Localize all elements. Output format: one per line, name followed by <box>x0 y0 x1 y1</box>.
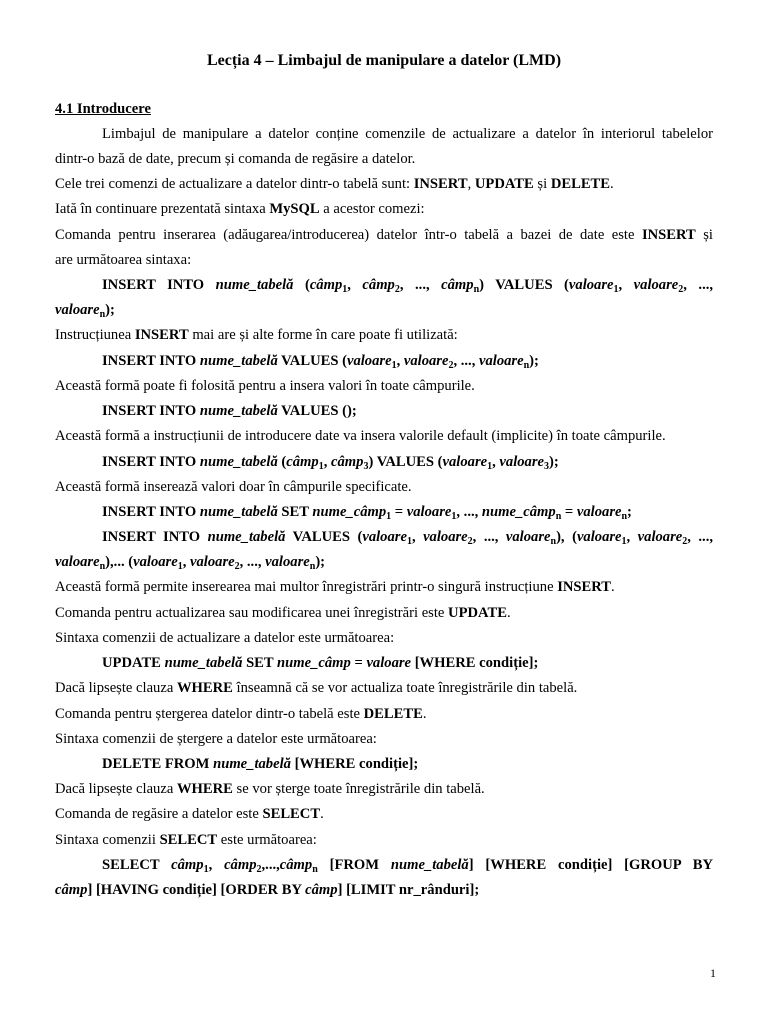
paragraph-2: Cele trei comenzi de actualizare a datelor dintr-o tabelă sunt: INSERT, UPDATE și DELETE. <box>55 176 614 192</box>
paragraph-15: Dacă lipsește clauza WHERE se vor șterge toate înregistrările din tabelă. <box>55 781 485 797</box>
page-title: Lecția 4 – Limbajul de manipulare a datelor (LMD) <box>206 52 562 69</box>
insert-multi-syntax-line-1: INSERT INTO nume_tabelă VALUES (valoare$_1$, valoare$_2$, ..., valoare$_n$), (valoare$_1$, valoare$_2$, ..., <box>102 529 713 547</box>
paragraph-13: Comanda pentru ștergerea datelor dintr-o tabelă este DELETE. <box>55 706 427 722</box>
paragraph-16: Comanda de regăsire a datelor este SELECT. <box>55 806 324 822</box>
paragraph-14: Sintaxa comenzii de ștergere a datelor este următoarea: <box>55 731 377 747</box>
insert-syntax-line-2: valoare$_n$); <box>55 302 115 320</box>
paragraph-17: Sintaxa comenzii SELECT este următoarea: <box>55 832 317 848</box>
section-heading: 4.1 Introducere <box>55 101 151 117</box>
insert-default-syntax: INSERT INTO nume_tabelă VALUES (); <box>102 403 357 419</box>
paragraph-5: Instrucțiunea INSERT mai are și alte forme în care poate fi utilizată: <box>55 327 458 343</box>
select-syntax-line-1: SELECT câmp$_1$, câmp$_2$,...,câmp$_n$ [FROM nume_tabelă] [WHERE condiție] [GROUP BY <box>102 857 714 875</box>
paragraph-4-line-1: Comanda pentru inserarea (adăugarea/introducerea) datelor într-o tabelă a bazei de date este INSERT și <box>55 227 713 243</box>
insert-fields-syntax: INSERT INTO nume_tabelă (câmp$_1$, câmp$_3$) VALUES (valoare$_1$, valoare$_3$); <box>102 454 559 472</box>
insert-multi-syntax-line-2: valoare$_n$),... (valoare$_1$, valoare$_2$, ..., valoare$_n$); <box>55 554 326 572</box>
insert-values-syntax: INSERT INTO nume_tabelă VALUES (valoare$_1$, valoare$_2$, ..., valoare$_n$); <box>102 353 539 371</box>
update-syntax: UPDATE nume_tabelă SET nume_câmp = valoare [WHERE condiție]; <box>102 655 539 671</box>
paragraph-7: Această formă a instrucțiunii de introducere date va insera valorile default (implicite) în toate câmpurile. <box>55 428 666 444</box>
insert-set-syntax: INSERT INTO nume_tabelă SET nume_câmp$_1$ = valoare$_1$, ..., nume_câmp$_n$ = valoare$_n$; <box>102 504 632 522</box>
paragraph-1-line-2: dintr-o bază de date, precum și comanda de regăsire a datelor. <box>55 151 416 167</box>
paragraph-6: Această formă poate fi folosită pentru a insera valori în toate câmpurile. <box>55 378 475 394</box>
delete-syntax: DELETE FROM nume_tabelă [WHERE condiție]; <box>102 756 419 772</box>
paragraph-4-line-2: are următoarea sintaxa: <box>55 252 192 268</box>
paragraph-11: Sintaxa comenzii de actualizare a datelor este următoarea: <box>55 630 395 646</box>
page-number: 1 <box>710 966 716 980</box>
paragraph-1-line-1: Limbajul de manipulare a datelor conține comenzile de actualizare a datelor în interiorul tabelelor <box>102 126 713 142</box>
select-syntax-line-2: câmp] [HAVING condiție] [ORDER BY câmp] [LIMIT nr_rânduri]; <box>55 882 480 898</box>
paragraph-9: Această formă permite inserearea mai multor înregistrări printr-o singură instrucțiune INSERT. <box>55 579 615 595</box>
insert-syntax-line-1: INSERT INTO nume_tabelă (câmp$_1$, câmp$_2$, ..., câmp$_n$) VALUES (valoare$_1$, valoare$_2$, ..., <box>102 277 714 295</box>
paragraph-8: Această formă inserează valori doar în câmpurile specificate. <box>55 479 412 495</box>
paragraph-3: Iată în continuare prezentată sintaxa MySQL a acestor comezi: <box>55 201 425 217</box>
paragraph-12: Dacă lipsește clauza WHERE înseamnă că se vor actualiza toate înregistrările din tabelă. <box>55 680 578 696</box>
paragraph-10: Comanda pentru actualizarea sau modificarea unei înregistrări este UPDATE. <box>55 605 511 621</box>
